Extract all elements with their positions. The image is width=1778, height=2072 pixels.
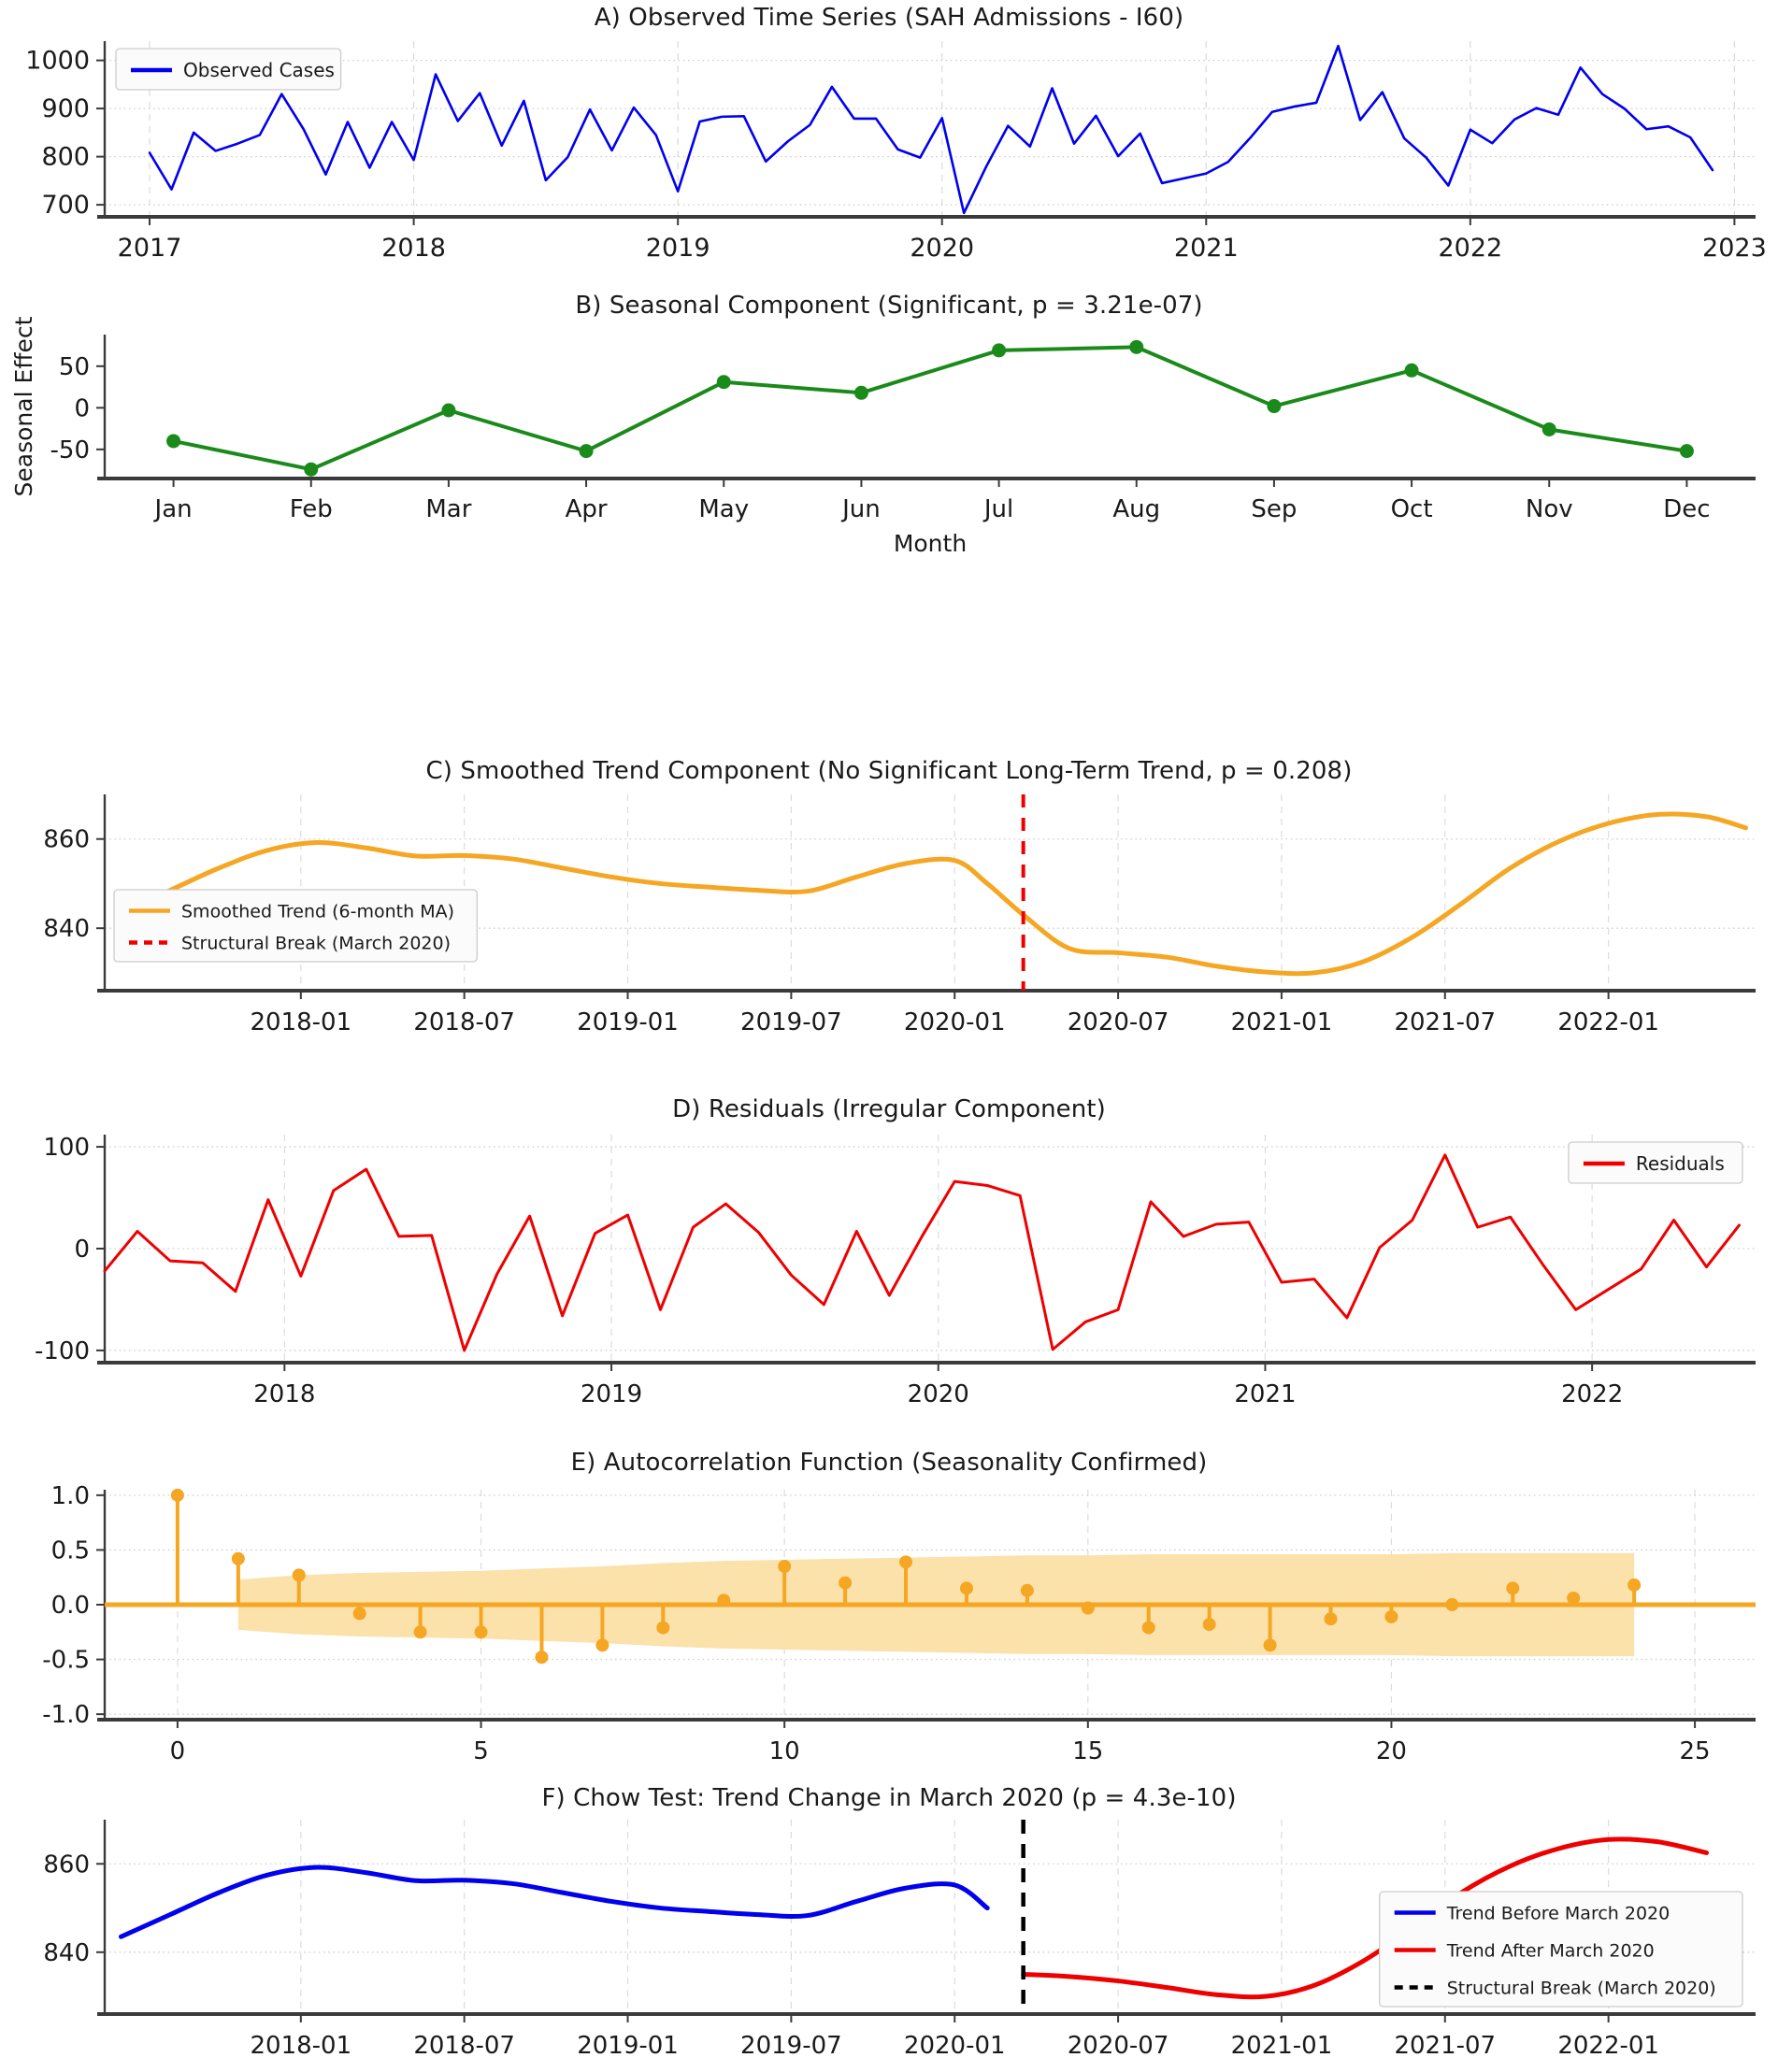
x-tick-label: 2020-07 xyxy=(1067,1008,1169,1036)
y-tick-label: 0 xyxy=(74,1236,90,1264)
x-tick-label: 2017 xyxy=(117,234,182,263)
y-tick-label: 0.0 xyxy=(50,1592,90,1620)
x-tick-label: 2019-01 xyxy=(577,1008,679,1036)
panel-f xyxy=(0,1780,1778,2072)
data-point xyxy=(992,343,1006,357)
acf-marker xyxy=(1567,1592,1580,1605)
x-tick-label: 2022 xyxy=(1438,234,1503,263)
x-tick-label: 15 xyxy=(1072,1737,1104,1765)
x-tick-label: 2021-01 xyxy=(1230,2032,1333,2060)
acf-marker xyxy=(839,1577,852,1590)
x-tick-label: 2019-07 xyxy=(740,1008,842,1036)
legend-label: Smoothed Trend (6-month MA) xyxy=(181,901,455,922)
y-tick-label: 840 xyxy=(43,915,90,944)
panel-c-title: C) Smoothed Trend Component (No Significant Long-Term Trend, p = 0.208) xyxy=(425,757,1353,785)
data-point xyxy=(1680,444,1694,458)
data-point xyxy=(717,375,731,389)
x-tick-label: Jul xyxy=(983,495,1014,523)
panel-f-title: F) Chow Test: Trend Change in March 2020 (p = 4.3e-10) xyxy=(541,1784,1237,1812)
y-tick-label: 800 xyxy=(41,142,90,172)
legend-label: Structural Break (March 2020) xyxy=(1446,1978,1716,1999)
x-tick-label: 2020-01 xyxy=(903,1008,1006,1036)
x-tick-label: 2021-07 xyxy=(1394,1008,1497,1036)
y-tick-label: 50 xyxy=(58,352,90,381)
x-tick-label: 2019-01 xyxy=(577,2032,679,2060)
x-tick-label: Apr xyxy=(565,495,608,523)
trend-segment xyxy=(121,1867,987,1936)
x-tick-label: 2023 xyxy=(1702,234,1767,263)
x-tick-label: 2022 xyxy=(1561,1380,1624,1408)
panel-e-title: E) Autocorrelation Function (Seasonality Confirmed) xyxy=(570,1449,1208,1477)
acf-marker xyxy=(171,1489,184,1502)
x-tick-label: 0 xyxy=(169,1737,186,1765)
panel-d-plot xyxy=(0,1122,1778,1439)
acf-marker xyxy=(1021,1584,1034,1597)
x-tick-label: Mar xyxy=(425,495,472,523)
x-tick-label: 5 xyxy=(473,1737,489,1765)
x-tick-label: Jun xyxy=(842,495,881,523)
y-tick-label: 900 xyxy=(41,94,90,124)
data-point xyxy=(441,404,455,418)
acf-marker xyxy=(1384,1610,1398,1623)
data-point xyxy=(1542,422,1556,436)
x-tick-label: 2018 xyxy=(381,234,446,263)
data-point xyxy=(304,463,318,477)
legend-label: Structural Break (March 2020) xyxy=(181,933,452,954)
panel-b-plot xyxy=(0,316,1778,557)
y-tick-label: 860 xyxy=(43,825,90,854)
x-tick-label: 2021-07 xyxy=(1394,2032,1497,2060)
acf-marker xyxy=(899,1555,912,1568)
y-tick-label: -100 xyxy=(34,1336,90,1365)
x-tick-label: May xyxy=(698,495,750,523)
x-tick-label: Oct xyxy=(1390,495,1433,523)
acf-marker xyxy=(414,1625,427,1638)
x-tick-label: 2020-07 xyxy=(1067,2032,1169,2060)
acf-marker xyxy=(717,1593,730,1607)
data-point xyxy=(1267,399,1281,413)
y-tick-label: 1.0 xyxy=(50,1481,90,1510)
x-tick-label: 2021 xyxy=(1234,1380,1297,1408)
panel-f-plot xyxy=(0,1810,1778,2072)
y-tick-label: 840 xyxy=(43,1938,90,1967)
x-tick-label: 2018-07 xyxy=(413,1008,515,1036)
x-tick-label: 2020 xyxy=(907,1380,969,1408)
data-point xyxy=(1129,340,1143,354)
x-tick-label: Dec xyxy=(1663,495,1711,523)
x-tick-label: 10 xyxy=(768,1737,800,1765)
y-axis-label: Seasonal Effect xyxy=(10,316,37,497)
x-tick-label: 20 xyxy=(1375,1737,1407,1765)
y-tick-label: 860 xyxy=(43,1851,90,1879)
acf-marker xyxy=(475,1625,488,1638)
x-tick-label: Nov xyxy=(1525,495,1573,523)
acf-marker xyxy=(1203,1618,1216,1631)
legend-label: Trend Before March 2020 xyxy=(1446,1903,1670,1924)
x-tick-label: 2020 xyxy=(910,234,975,263)
x-tick-label: 2019 xyxy=(645,234,710,263)
panel-b-title: B) Seasonal Component (Significant, p = 3.21e-07) xyxy=(575,292,1203,320)
panel-d xyxy=(0,1075,1778,1430)
y-tick-label: 100 xyxy=(43,1134,90,1163)
acf-marker xyxy=(1264,1638,1277,1651)
x-tick-label: 2018-01 xyxy=(250,2032,352,2060)
acf-marker xyxy=(1506,1581,1519,1594)
x-tick-label: Feb xyxy=(289,495,333,523)
acf-marker xyxy=(1082,1602,1095,1615)
x-tick-label: 2018-01 xyxy=(250,1008,352,1036)
panel-a xyxy=(0,0,1778,271)
acf-marker xyxy=(656,1622,669,1635)
y-tick-label: 1000 xyxy=(25,46,90,76)
x-tick-label: 2022-01 xyxy=(1557,2032,1659,2060)
y-tick-label: -1.0 xyxy=(42,1701,90,1730)
y-tick-label: 0 xyxy=(74,394,90,423)
x-tick-label: 2018-07 xyxy=(413,2032,515,2060)
y-tick-label: 0.5 xyxy=(50,1536,90,1565)
acf-marker xyxy=(293,1568,306,1581)
acf-marker xyxy=(1445,1598,1458,1611)
acf-marker xyxy=(595,1638,609,1651)
y-tick-label: -50 xyxy=(50,436,90,464)
x-tick-label: 2021-01 xyxy=(1230,1008,1333,1036)
x-tick-label: 2019 xyxy=(580,1380,643,1408)
legend-label: Residuals xyxy=(1635,1152,1725,1176)
x-tick-label: 2020-01 xyxy=(903,2032,1006,2060)
acf-marker xyxy=(535,1650,548,1664)
y-tick-label: -0.5 xyxy=(42,1646,90,1675)
x-tick-label: 2018 xyxy=(253,1380,316,1408)
x-tick-label: 2021 xyxy=(1173,234,1239,263)
x-tick-label: Aug xyxy=(1112,495,1161,523)
panel-c xyxy=(0,748,1778,1075)
panel-a-plot xyxy=(0,30,1778,268)
x-tick-label: Sep xyxy=(1251,495,1298,523)
legend-label: Trend After March 2020 xyxy=(1446,1940,1655,1962)
x-tick-label: Jan xyxy=(154,495,193,523)
acf-marker xyxy=(1142,1622,1155,1635)
acf-marker xyxy=(960,1581,973,1594)
data-point xyxy=(854,386,868,400)
x-axis-label: Month xyxy=(893,530,968,557)
panel-d-title: D) Residuals (Irregular Component) xyxy=(672,1095,1106,1123)
panel-b xyxy=(0,280,1778,557)
acf-marker xyxy=(353,1607,366,1620)
x-tick-label: 2019-07 xyxy=(740,2032,842,2060)
y-tick-label: 700 xyxy=(41,191,90,221)
acf-marker xyxy=(1325,1612,1338,1625)
acf-marker xyxy=(1627,1579,1641,1592)
panel-e-plot xyxy=(0,1475,1778,1802)
legend-label: Observed Cases xyxy=(183,59,335,82)
data-point xyxy=(166,434,180,448)
panel-e xyxy=(0,1430,1778,1794)
data-point xyxy=(1405,364,1419,378)
data-point xyxy=(580,444,594,458)
acf-marker xyxy=(778,1560,791,1573)
panel-c-plot xyxy=(0,783,1778,1073)
acf-marker xyxy=(232,1552,245,1565)
x-tick-label: 2022-01 xyxy=(1557,1008,1659,1036)
panel-a-title: A) Observed Time Series (SAH Admissions - I60) xyxy=(594,4,1184,32)
x-tick-label: 25 xyxy=(1679,1737,1711,1765)
